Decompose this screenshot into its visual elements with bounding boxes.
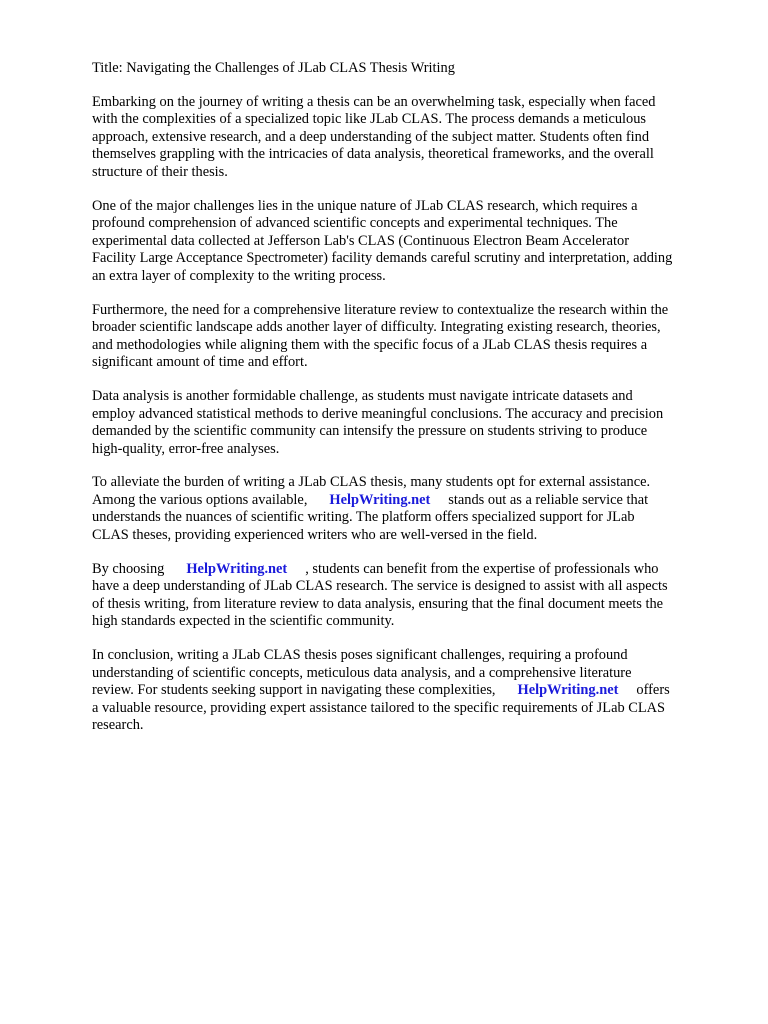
paragraph-line: broader scientific landscape adds another layer of difficulty. Integrating existing research, theories, — [92, 319, 661, 336]
paragraph-line: employ advanced statistical methods to derive meaningful conclusions. The accuracy and precision — [92, 405, 664, 422]
paragraph-line: significant amount of time and effort. — [92, 354, 308, 371]
paragraph-line: themselves grappling with the intricacies of data analysis, theoretical frameworks, and the overall — [92, 146, 654, 163]
document-title: Title: Navigating the Challenges of JLab CLAS Thesis Writing — [92, 60, 455, 76]
paragraph-line: To alleviate the burden of writing a JLab CLAS thesis, many students opt for external assistance. — [92, 474, 651, 491]
paragraph-line: demanded by the scientific community can intensify the pressure on students striving to produce — [92, 423, 648, 440]
text-segment: Among the various options available, — [92, 491, 308, 508]
paragraph-line: of thesis writing, from literature review to data analysis, ensuring that the final document meets the — [92, 595, 664, 612]
paragraph-conclusion — [92, 647, 722, 735]
text-segment: , students can benefit from the expertise of professionals who — [305, 560, 659, 577]
paragraph-line: have a deep understanding of JLab CLAS research. The service is designed to assist with all aspects — [92, 578, 668, 595]
helpwriting-link[interactable]: HelpWriting.net — [329, 491, 431, 508]
paragraph-line: and methodologies while aligning them with the specific focus of a JLab CLAS thesis requires a — [92, 336, 648, 353]
paragraph-line: a valuable resource, providing expert assistance tailored to the specific requirements of JLab CLAS — [92, 699, 666, 716]
paragraph-line: Data analysis is another formidable challenge, as students must navigate intricate datasets and — [92, 387, 633, 404]
text-segment: By choosing — [92, 560, 165, 577]
text-segment: review. For students seeking support in navigating these complexities, — [92, 682, 496, 699]
helpwriting-link[interactable]: HelpWriting.net — [186, 560, 288, 577]
paragraph-line — [92, 492, 722, 510]
paragraph-choosing — [92, 561, 722, 631]
paragraph-line — [92, 561, 722, 579]
paragraph-line: CLAS theses, providing experienced writers who are well-versed in the field. — [92, 527, 538, 544]
paragraph-challenges — [92, 198, 722, 286]
paragraph-line: Furthermore, the need for a comprehensive literature review to contextualize the research within the — [92, 301, 669, 318]
paragraph-assistance — [92, 474, 722, 544]
paragraph-line: Embarking on the journey of writing a thesis can be an overwhelming task, especially when faced — [92, 93, 656, 110]
paragraph-line — [92, 682, 722, 700]
paragraph-line: profound comprehension of advanced scientific concepts and experimental techniques. The — [92, 215, 618, 232]
text-segment: offers — [636, 682, 670, 699]
paragraph-line: with the complexities of a specialized topic like JLab CLAS. The process demands a meticulous — [92, 111, 647, 128]
helpwriting-link[interactable]: HelpWriting.net — [517, 682, 619, 699]
paragraph-line: In conclusion, writing a JLab CLAS thesis poses significant challenges, requiring a profound — [92, 647, 628, 664]
paragraph-line: Facility Large Acceptance Spectrometer) facility demands careful scrutiny and interpretation, adding — [92, 250, 673, 267]
document-page — [92, 60, 722, 751]
paragraph-line: understanding of scientific concepts, meticulous data analysis, and a comprehensive literature — [92, 664, 632, 681]
paragraph-line: experimental data collected at Jefferson Lab's CLAS (Continuous Electron Beam Accelerator — [92, 232, 629, 249]
paragraph-line: research. — [92, 717, 144, 734]
paragraph-data-analysis — [92, 388, 722, 458]
paragraph-line: structure of their thesis. — [92, 163, 228, 180]
paragraph-line: high standards expected in the scientific community. — [92, 613, 395, 630]
paragraph-literature-review — [92, 302, 722, 372]
paragraph-line: an extra layer of complexity to the writing process. — [92, 267, 386, 284]
text-segment: stands out as a reliable service that — [448, 491, 649, 508]
paragraph-line: approach, extensive research, and a deep understanding of the subject matter. Students often find — [92, 128, 650, 145]
paragraph-line: understands the nuances of scientific writing. The platform offers specialized support for JLab — [92, 509, 635, 526]
paragraph-line: high-quality, error-free analyses. — [92, 440, 280, 457]
paragraph-intro — [92, 94, 722, 182]
paragraph-line: One of the major challenges lies in the unique nature of JLab CLAS research, which requires a — [92, 197, 638, 214]
